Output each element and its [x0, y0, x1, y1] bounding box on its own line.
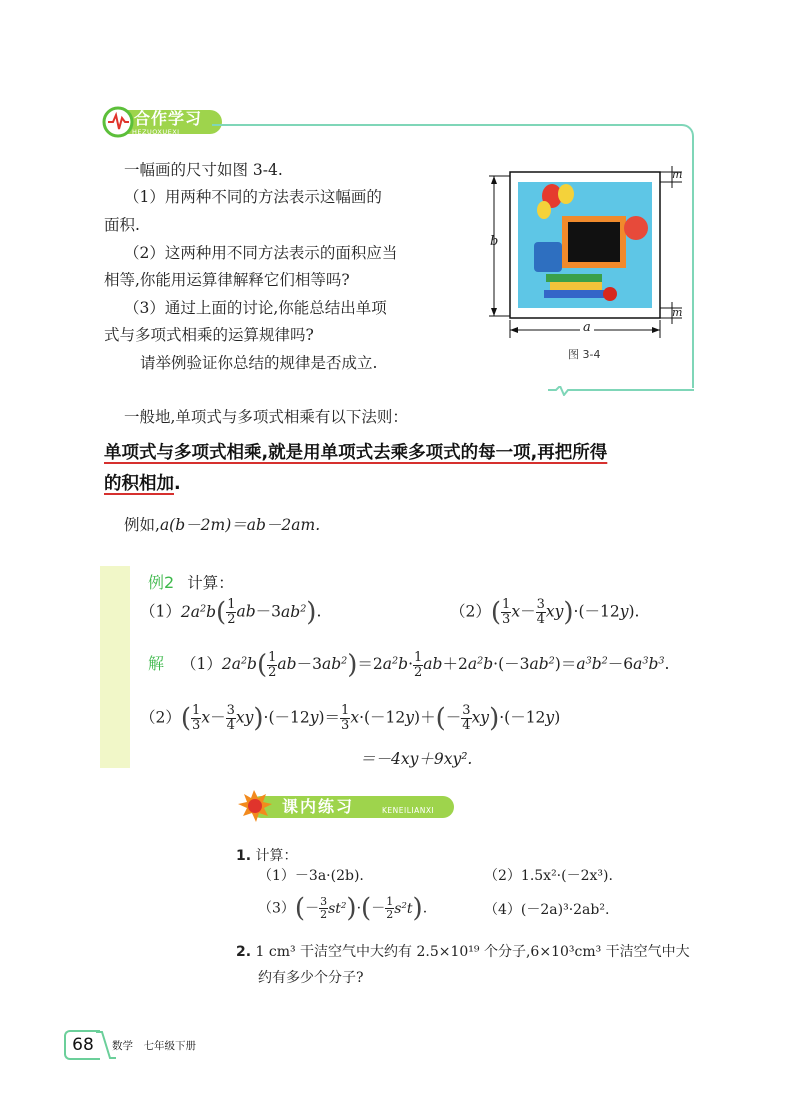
coop-verify: 请举例验证你总结的规律是否成立. [140, 354, 378, 372]
rule-line-2: 的积相加 [104, 474, 174, 494]
exercise-2-number: 2. [236, 944, 252, 960]
figure-painting [486, 166, 686, 342]
inline-example [124, 512, 320, 539]
example-sidebar-band [100, 566, 130, 768]
solution-2-result: ＝－4xy＋9xy². [360, 750, 473, 768]
coop-question-2a: （2）这两种用不同方法表示的面积应当 [124, 244, 398, 262]
rule-line-end: . [174, 474, 181, 494]
coop-intro: 一幅画的尺寸如图 3-4. [124, 161, 283, 179]
coop-question-2b: 相等,你能用运算律解释它们相等吗? [104, 271, 350, 289]
solution-label: 解 [148, 654, 165, 673]
inline-example-prefix: 例如, [124, 516, 160, 534]
fraction-three-quarters: $\frac{3}{4}$ [536, 597, 545, 627]
figure-caption: 图 3-4 [568, 348, 601, 361]
figure-label-b: b [490, 234, 499, 249]
figure-label-m-top: m [672, 168, 683, 181]
exercise-item-2 [236, 942, 700, 962]
coop-question-1a: （1）用两种不同的方法表示这幅画的 [124, 188, 382, 206]
example2-problem-2: （2）( $\frac{1}{3}$ x－ $\frac{3}{4}$ xy)·(－12y). [450, 597, 640, 628]
fraction-half: $\frac{1}{2}$ [227, 597, 236, 627]
fraction-third: $\frac{1}{3}$ [502, 597, 511, 627]
figure-label-m-bottom: m [672, 306, 683, 319]
figure-label-a: a [580, 320, 594, 335]
exercise-1-part-3: （3）(－ $\frac{3}{2}$ $st^2)\cdot(-$ $\frac{1}{2}$ $s^2t$). [258, 893, 428, 924]
rule-statement [104, 438, 704, 500]
exercise-1-part-2: （2）1.5x²·(－2x³). [484, 868, 613, 884]
exercise-item-1 [236, 846, 298, 866]
exercise-1-part-1: （1）－3a·(2b). [258, 868, 364, 884]
example2-problem-1: $(1)2a^2b$( $\frac{1}{2}$ $ab-3ab^2$). [140, 597, 322, 628]
cooperative-frame-bottom [548, 386, 694, 396]
example2-label: 例2 [148, 573, 175, 592]
coop-question-3a: （3）通过上面的讨论,你能总结出单项 [124, 299, 387, 317]
solution-2: （2）( $\frac{1}{3}$ x－ $\frac{3}{4}$ xy)·(－12y)＝ $\frac{1}{3}$ x·(－12y)＋(－ $\frac{3}{4}$ xy)·(－12y) [140, 703, 561, 734]
page-number: 68 [64, 1030, 100, 1060]
cooperative-learning-title: 合作学习 [134, 109, 203, 128]
coop-question-1b: 面积. [104, 216, 140, 234]
exercise-2-line-1: 1 cm³ 干洁空气中大约有 2.5×10¹⁹ 个分子,6×10³cm³ 干洁空气中大 [255, 944, 690, 960]
exercise-1-text: 计算： [255, 848, 298, 864]
footer-book-title: 数学 七年级下册 [112, 1040, 196, 1052]
problem-2-number: （2） [450, 602, 491, 621]
exercise-1-number: 1. [236, 848, 252, 864]
example2-heading [148, 570, 234, 597]
exercise-2-line-2: 约有多少个分子? [258, 970, 364, 986]
cooperative-learning-subtitle: HEZUOXUEXI [132, 128, 180, 136]
exercise-subtitle: KENEILIANXI [382, 806, 435, 815]
inline-example-expression: a(b－2m)＝ab－2am. [159, 516, 321, 534]
problem-1-number: （1） [140, 602, 181, 621]
solution-1: 解 $(1)2a^2b$( $\frac{1}{2}$ $ab-3ab^2)=2a^2b\cdot$ $\frac{1}{2}$ $ab+2a^2b\cdot(-3ab^2)=a^3b^2-6a^3b^3$. [148, 649, 670, 680]
exercise-title: 课内练习 [282, 797, 355, 816]
exercise-1-part-4: （4）(－2a)³·2ab². [484, 902, 610, 918]
coop-question-3b: 式与多项式相乘的运算规律吗? [104, 326, 314, 344]
rule-intro: 一般地,单项式与多项式相乘有以下法则： [124, 408, 408, 426]
example2-task: 计算： [187, 574, 234, 592]
rule-line-1: 单项式与多项式相乘,就是用单项式去乘多项式的每一项,再把所得 [104, 443, 608, 463]
